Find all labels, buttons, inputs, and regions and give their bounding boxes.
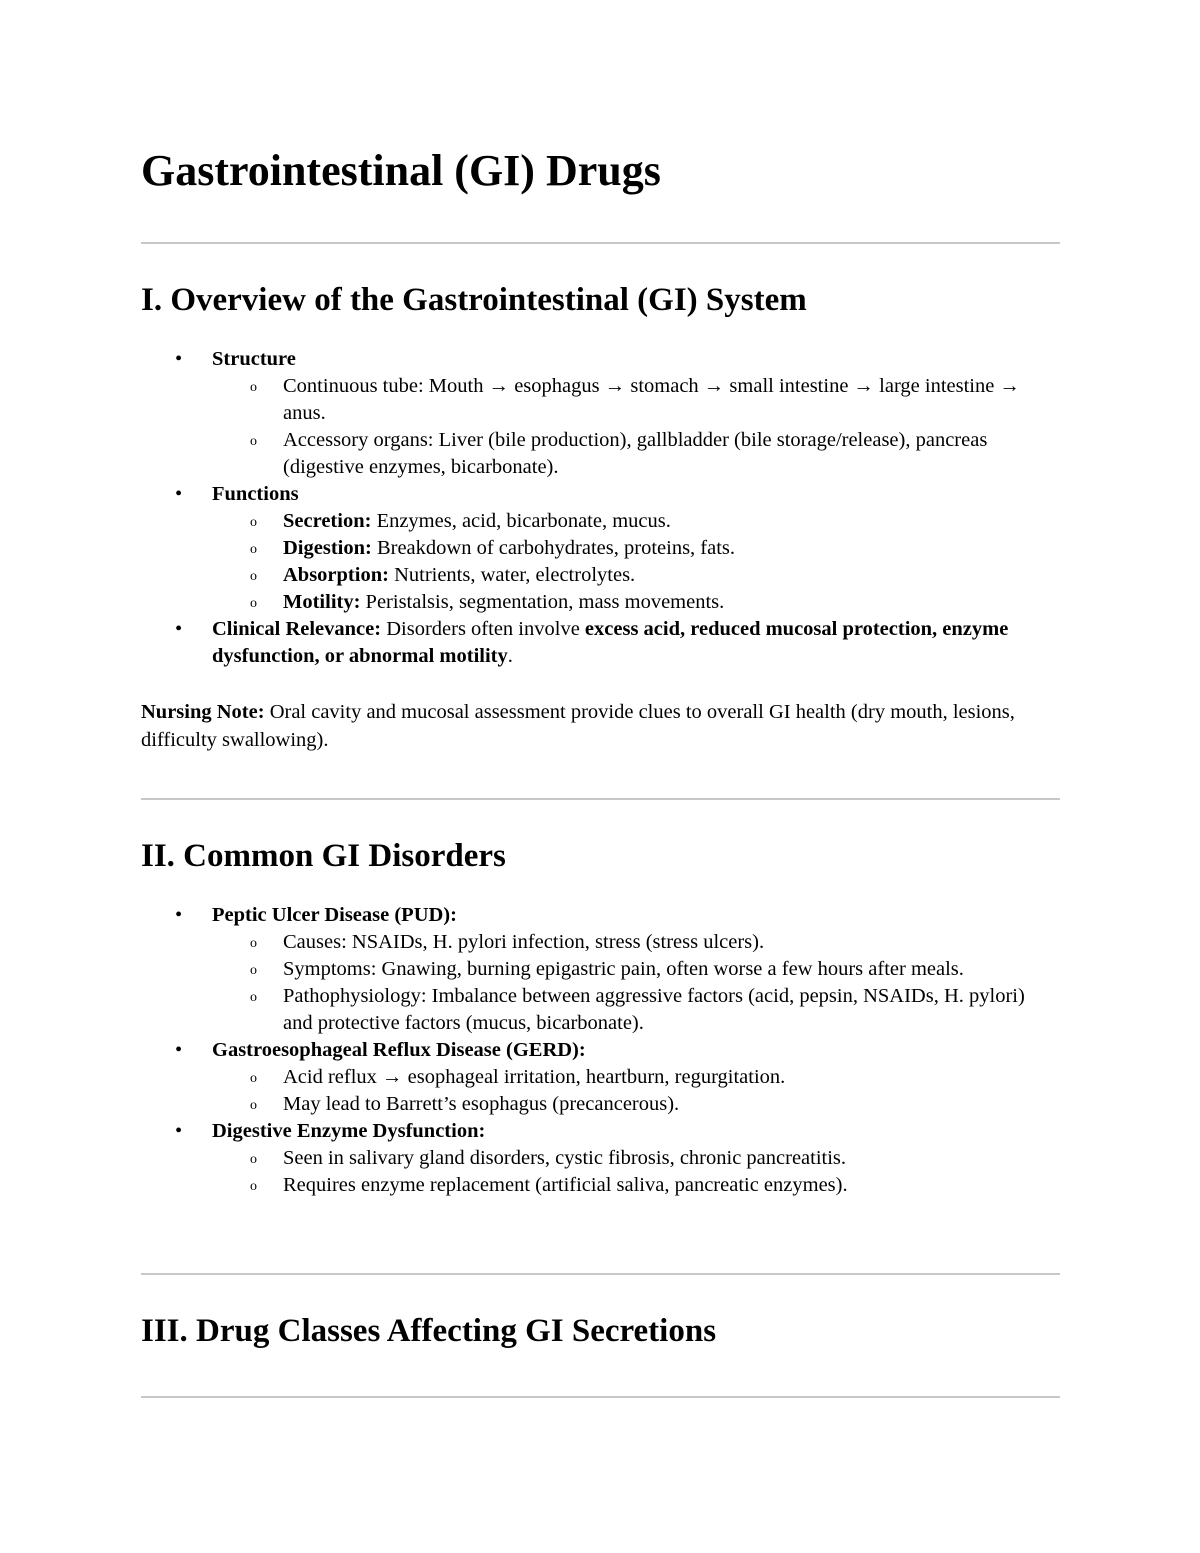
clinical-text: Disorders often involve (381, 618, 585, 640)
clinical-emphasis: excess acid, reduced mucosal protection, enzyme dysfunction, or abnormal motility (212, 618, 1009, 667)
list-item-functions (141, 481, 1060, 616)
functions-sublist (212, 508, 1060, 616)
enzyme-label: Digestive Enzyme Dysfunction: (212, 1120, 486, 1142)
document-title: Gastrointestinal (GI) Drugs (141, 146, 661, 195)
nursing-note-text: Oral cavity and mucosal assessment provide clues to overall GI health (dry mouth, lesions, difficulty swallowing). (141, 701, 1015, 751)
divider (141, 1396, 1060, 1398)
definition: Nutrients, water, electrolytes. (388, 564, 636, 586)
list-item: o Symptoms: Gnawing, burning epigastric pain, often worse a few hours after meals. (212, 956, 1060, 983)
pud-sublist (212, 929, 1060, 1037)
clinical-label: Clinical Relevance: (212, 618, 382, 640)
section-1-list (141, 346, 1060, 670)
pud-label: Peptic Ulcer Disease (PUD): (212, 904, 457, 926)
list-item (212, 562, 1060, 589)
definition: Breakdown of carbohydrates, proteins, fats. (371, 537, 736, 559)
section-1-heading: I. Overview of the Gastrointestinal (GI) System (141, 282, 807, 318)
structure-sublist (212, 373, 1060, 481)
section-2-list (141, 902, 1060, 1199)
term-motility: Motility: (283, 591, 361, 613)
term-secretion: Secretion: (283, 510, 372, 532)
list-item-gerd (141, 1037, 1060, 1118)
list-item: o Pathophysiology: Imbalance between aggressive factors (acid, pepsin, NSAIDs, H. pylori) and protective factors (mucus, bicarbonate). (212, 983, 1060, 1037)
list-item: o Acid reflux → esophageal irritation, heartburn, regurgitation. (212, 1064, 1060, 1091)
list-item: o Accessory organs: Liver (bile production), gallbladder (bile storage/release), pancreas (digestive enzymes, bicarbonate). (212, 427, 1060, 481)
gerd-sublist (212, 1064, 1060, 1118)
list-item (212, 535, 1060, 562)
gerd-label: Gastroesophageal Reflux Disease (GERD): (212, 1039, 586, 1061)
list-item-enzyme-dysfunction (141, 1118, 1060, 1199)
list-item: o Continuous tube: Mouth → esophagus → stomach → small intestine → large intestine → anus. (212, 373, 1060, 427)
section-3-heading: III. Drug Classes Affecting GI Secretions (141, 1313, 717, 1349)
definition: Peristalsis, segmentation, mass movements. (360, 591, 725, 613)
nursing-note (141, 698, 1021, 754)
nursing-note-label: Nursing Note: (141, 701, 265, 723)
divider (141, 1273, 1060, 1275)
list-item: o Causes: NSAIDs, H. pylori infection, stress (stress ulcers). (212, 929, 1060, 956)
term-absorption: Absorption: (283, 564, 389, 586)
list-item (212, 589, 1060, 616)
functions-label: Functions (212, 483, 299, 505)
clinical-end: . (507, 645, 513, 667)
enzyme-sublist (212, 1145, 1060, 1199)
list-item (212, 508, 1060, 535)
divider (141, 798, 1060, 800)
definition: Enzymes, acid, bicarbonate, mucus. (371, 510, 671, 532)
divider (141, 242, 1060, 244)
list-item-structure (141, 346, 1060, 481)
list-item: o Requires enzyme replacement (artificial saliva, pancreatic enzymes). (212, 1172, 1060, 1199)
list-item-clinical-relevance (141, 616, 1060, 670)
list-item: o Seen in salivary gland disorders, cystic fibrosis, chronic pancreatitis. (212, 1145, 1060, 1172)
term-digestion: Digestion: (283, 537, 372, 559)
structure-label: Structure (212, 348, 296, 370)
list-item-pud (141, 902, 1060, 1037)
section-2-heading: II. Common GI Disorders (141, 838, 506, 874)
list-item: o May lead to Barrett’s esophagus (precancerous). (212, 1091, 1060, 1118)
